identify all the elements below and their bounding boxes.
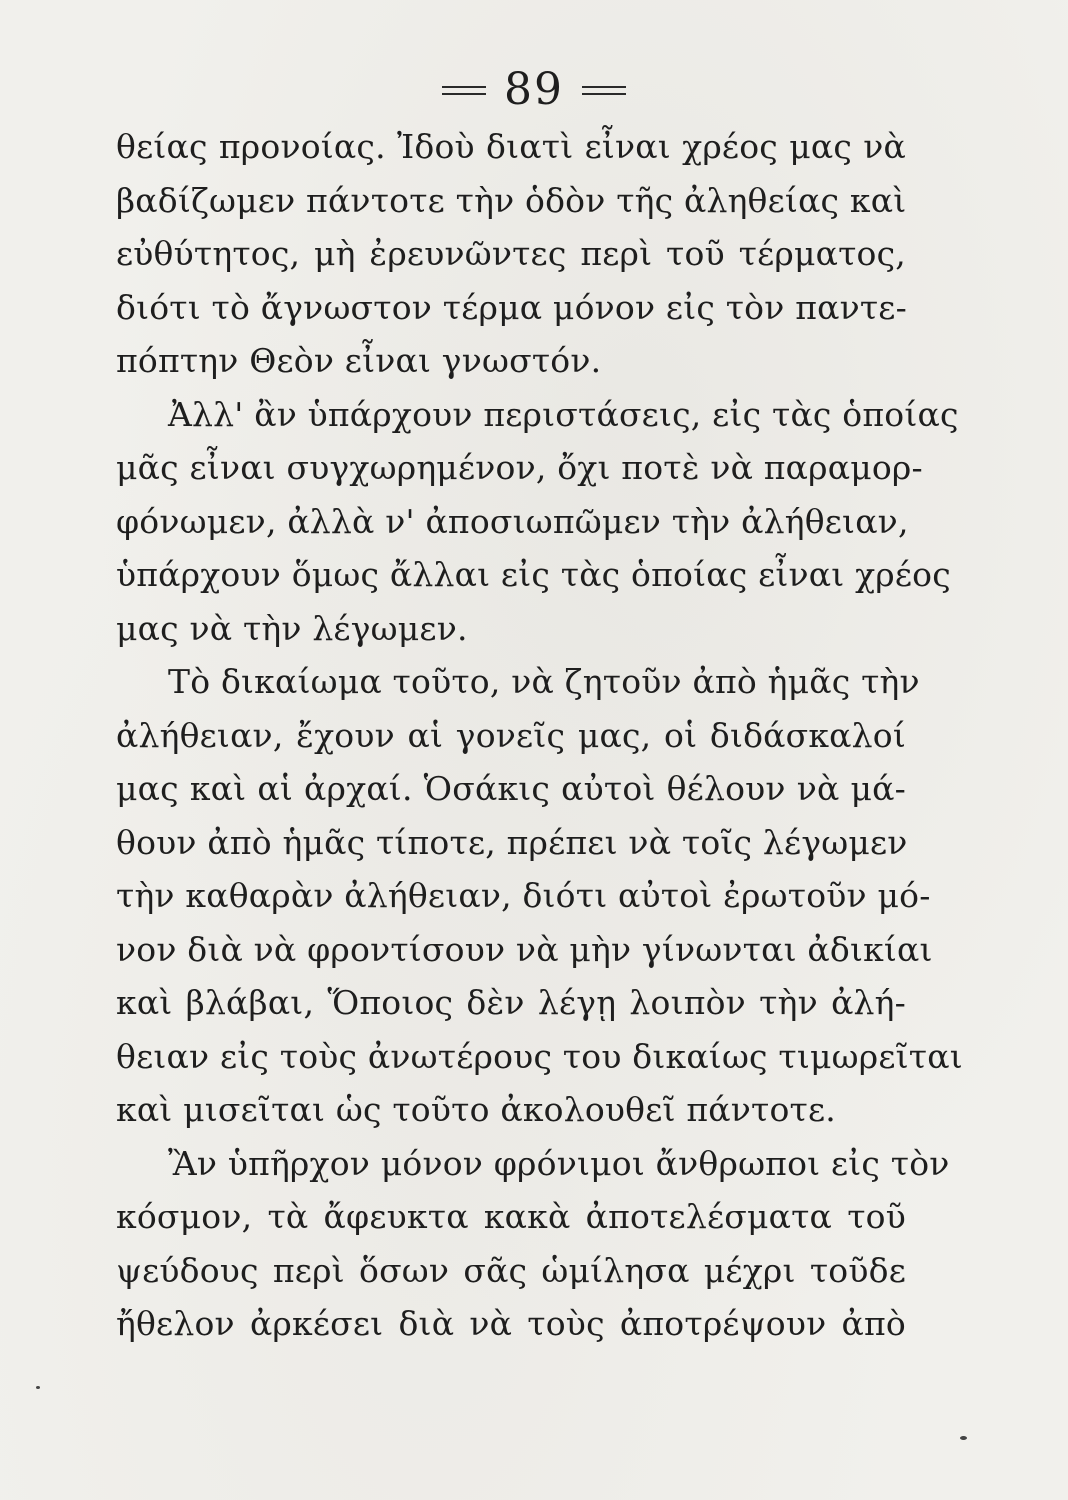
text-line: τὴν καθαρὰν ἀλήθειαν, διότι αὐτοὶ ἐρωτοῦν μό-: [116, 876, 931, 915]
text-line: πόπτην Θεὸν εἶναι γνωστόν.: [116, 341, 602, 380]
text-line: νον διὰ νὰ φροντίσουν νὰ μὴν γίνωνται ἀδικίαι: [116, 929, 933, 969]
text-line: καὶ βλάβαι, Ὅποιος δὲν λέγῃ λοιπὸν τὴν ἀλή-: [116, 983, 906, 1022]
text-line: εὐθύτητος, μὴ ἐρευνῶντες περὶ τοῦ τέρματος,: [116, 234, 906, 273]
paper-speck: [960, 1436, 967, 1440]
page-header: [0, 62, 1068, 118]
text-line: διότι τὸ ἄγνωστον τέρμα μόνον εἰς τὸν παντε-: [116, 287, 907, 327]
header-rule-left: [442, 86, 486, 95]
text-line: ὑπάρχουν ὅμως ἄλλαι εἰς τὰς ὁποίας εἶναι χρέος: [116, 555, 951, 594]
text-line: θειαν εἰς τοὺς ἀνωτέρους του δικαίως τιμωρεῖται: [116, 1036, 963, 1076]
text-line: βαδίζωμεν πάντοτε τὴν ὁδὸν τῆς ἀληθείας καὶ: [116, 180, 907, 220]
text-line: θουν ἀπὸ ἡμᾶς τίποτε, πρέπει νὰ τοῖς λέγωμεν: [116, 822, 908, 862]
text-line: κόσμον, τὰ ἄφευκτα κακὰ ἀποτελέσματα τοῦ: [116, 1197, 906, 1236]
text-line: καὶ μισεῖται ὡς τοῦτο ἀκολουθεῖ πάντοτε.: [116, 1090, 836, 1129]
header-rule-right: [582, 86, 626, 95]
text-line: ἤθελον ἀρκέσει διὰ νὰ τοὺς ἀποτρέψουν ἀπὸ: [116, 1304, 906, 1343]
text-line: μας νὰ τὴν λέγωμεν.: [116, 608, 468, 648]
page-number: 89: [504, 64, 564, 115]
body-text: [116, 120, 963, 1351]
text-line: φόνωμεν, ἀλλὰ ν' ἀποσιωπῶμεν τὴν ἀλήθειαν,: [116, 501, 909, 541]
text-line: μας καὶ αἱ ἀρχαί. Ὁσάκις αὐτοὶ θέλουν νὰ μά-: [116, 769, 906, 808]
text-line: ἀλήθειαν, ἔχουν αἱ γονεῖς μας, οἱ διδάσκαλοί: [116, 715, 906, 755]
paragraph-start-line: Τὸ δικαίωμα τοῦτο, νὰ ζητοῦν ἀπὸ ἡμᾶς τὴν: [168, 662, 920, 701]
text-line: θείας προνοίας. Ἰδοὺ διατὶ εἶναι χρέος μας νὰ: [116, 127, 906, 166]
paper-speck: [36, 1386, 40, 1389]
paragraph-start-line: Ἀλλ' ἂν ὑπάρχουν περιστάσεις, εἰς τὰς ὁποίας: [168, 394, 959, 434]
paragraph-start-line: Ἂν ὑπῆρχον μόνον φρόνιμοι ἄνθρωποι εἰς τὸν: [168, 1143, 950, 1183]
text-line: ψεύδους περὶ ὅσων σᾶς ὡμίλησα μέχρι τοῦδε: [116, 1250, 906, 1290]
text-line: μᾶς εἶναι συγχωρημένον, ὄχι ποτὲ νὰ παραμορ-: [116, 448, 923, 487]
